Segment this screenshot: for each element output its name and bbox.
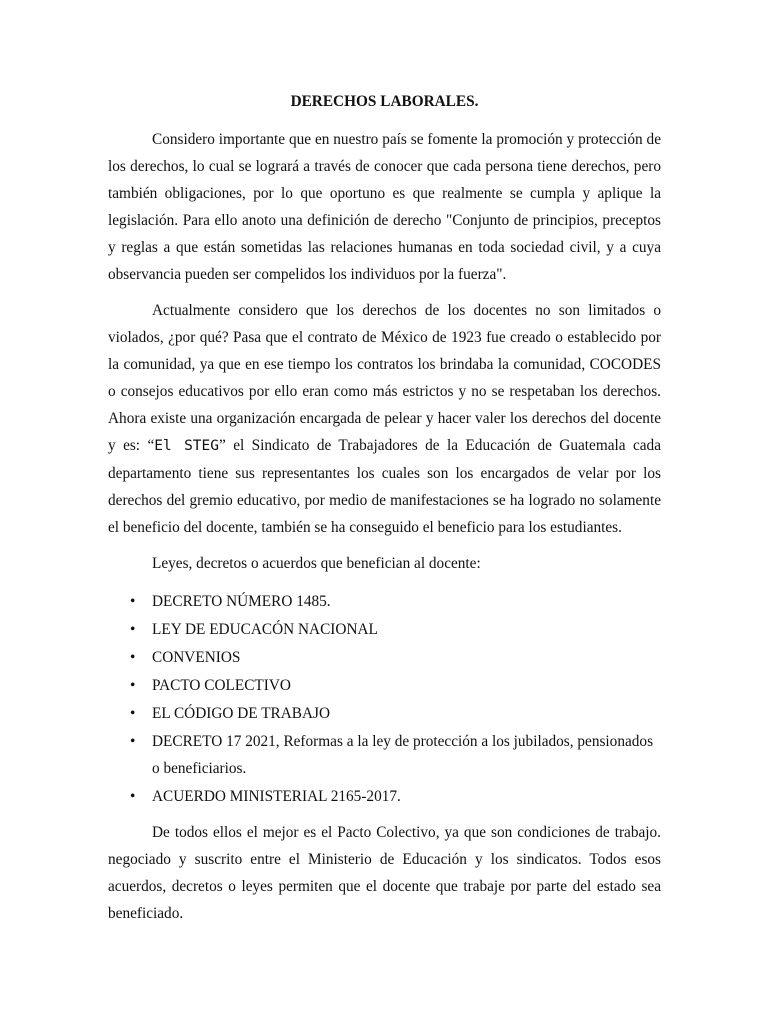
bullet-icon: • <box>130 788 136 805</box>
paragraph-1: Considero importante que en nuestro país se fomente la promoción y protección de los derechos, lo cual se logrará a través de conocer que cada persona tiene derechos, pero también obligaciones, por lo que oportuno es que realmente se cumpla y aplique la legislación. Para ello anoto una definición de derecho "Conjunto de principios, preceptos y reglas a que están sometidas las relaciones humanas en toda sociedad civil, y a cuya observancia pueden ser compelidos los individuos por la fuerza". <box>108 131 661 283</box>
list-item <box>108 644 661 671</box>
list-intro: Leyes, decretos o acuerdos que benefician al docente: <box>152 555 481 572</box>
list-item <box>108 588 661 615</box>
list-item-text: PACTO COLECTIVO <box>152 677 291 694</box>
document-title: DERECHOS LABORALES. <box>290 93 479 110</box>
bullet-icon: • <box>130 677 136 694</box>
list-item-text: ACUERDO MINISTERIAL 2165-2017. <box>152 788 401 805</box>
list-item-text: CONVENIOS <box>152 649 241 666</box>
list-item-text: DECRETO NÚMERO 1485. <box>152 593 331 610</box>
laws-list <box>108 588 661 810</box>
list-item <box>108 616 661 643</box>
list-item-text: DECRETO 17 2021, Reformas a la ley de protección a los jubilados, pensionados o beneficiarios. <box>152 733 654 777</box>
paragraph-2 <box>108 297 661 541</box>
bullet-icon: • <box>130 649 136 666</box>
bullet-icon: • <box>130 593 136 610</box>
bullet-icon: • <box>130 733 136 750</box>
paragraph-3: De todos ellos el mejor es el Pacto Colectivo, ya que son condiciones de trabajo. negociado y suscrito entre el Ministerio de Educación y los sindicatos. Todos esos acuerdos, decretos o leyes permiten que el docente que trabaje por parte del estado sea beneficiado. <box>108 824 661 922</box>
document-page <box>108 88 661 936</box>
list-item <box>108 672 661 699</box>
list-item <box>108 783 661 810</box>
list-item-text: EL CÓDIGO DE TRABAJO <box>152 705 331 722</box>
bullet-icon: • <box>130 621 136 638</box>
list-item <box>108 728 661 782</box>
steg-name: El STEG <box>154 438 219 454</box>
paragraph-2-text-end: ” el Sindicato de Trabajadores de la Educación de Guatemala cada departamento tiene sus representantes los cuales son los encargados de velar por los derechos del gremio educativo, por medio de manifestaciones se ha logrado no solamente el beneficio del docente, también se ha conseguido el beneficio para los estudiantes. <box>108 437 661 536</box>
bullet-icon: • <box>130 705 136 722</box>
list-item <box>108 700 661 727</box>
paragraph-2-text-start: Actualmente considero que los derechos de los docentes no son limitados o violados, ¿por qué? Pasa que el contrato de México de 1923 fue creado o establecido por la comunidad, ya que en ese tiempo los contratos los brindaba la comunidad, COCODES o consejos educativos por ello eran como más estrictos y no se respetaban los derechos. Ahora existe una organización encargada de pelear y hacer valer los derechos del docente y es: “ <box>108 302 661 454</box>
list-item-text: LEY DE EDUCACÓN NACIONAL <box>152 621 378 638</box>
